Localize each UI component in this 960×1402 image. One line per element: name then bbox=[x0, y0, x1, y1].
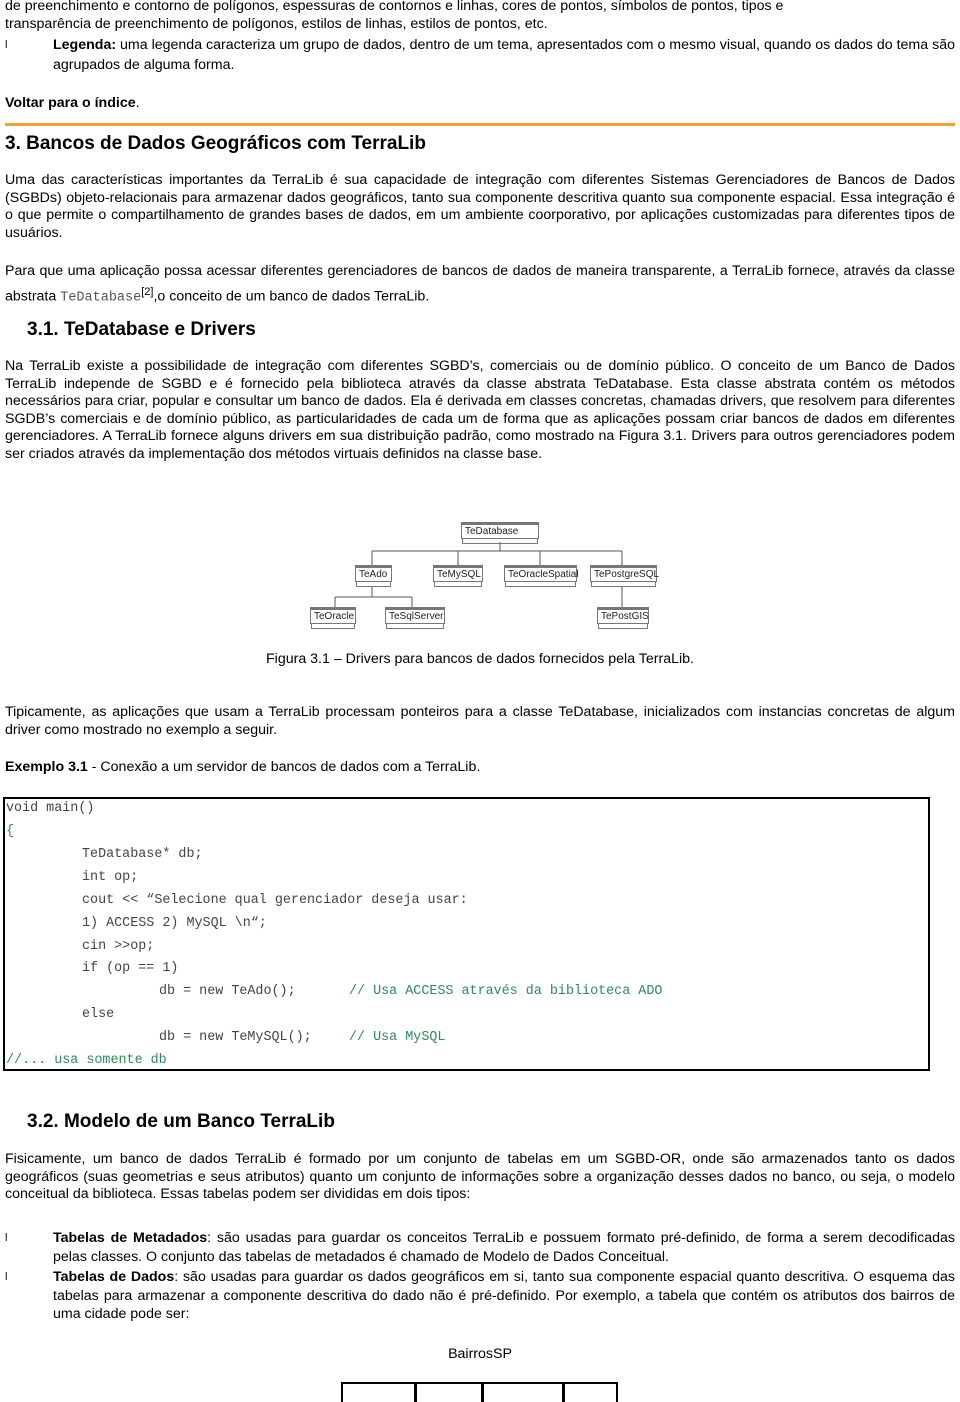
metadata-tables-term: Tabelas de Metadados bbox=[53, 1230, 208, 1246]
uml-class-teoracle: TeOracle bbox=[310, 607, 356, 624]
uml-class-teoraclespatial: TeOracleSpatial bbox=[504, 565, 577, 582]
section-3-title: 3. Bancos de Dados Geográficos com TerraLib bbox=[5, 133, 426, 154]
code-line-4: int op; bbox=[82, 870, 139, 885]
code-comment-11: // Usa MySQL bbox=[349, 1030, 446, 1045]
bullet-marker: l bbox=[5, 39, 8, 51]
bullet-metadata-tables: l Tabelas de Metadados: são usadas para guardar os conceitos TerraLib e possuem formato pré-definido, de forma a serem decodificadas pelas classes. O conjunto das tabelas de metadados é chamado de Modelo de Dados Conceitual. bbox=[5, 1230, 956, 1265]
code-line-10: else bbox=[82, 1007, 115, 1022]
bullet-data-tables: l Tabelas de Dados: são usadas para guardar os dados geográficos em si, tanto sua componente espacial quanto descritiva. O esquema das tabelas para armazenar a componente descritiva do dado não é pré-definido. Por exemplo, a tabela que contém os atributos dos bairros de uma cidade pode ser: bbox=[5, 1269, 955, 1322]
section-3-paragraph-2: Para que uma aplicação possa acessar diferentes gerenciadores de bancos de dados de maneira transparente, a TerraLib fornece, através da classe abstrata TeDatabase[2],o conceito de um banco de dados TerraLib. bbox=[5, 263, 955, 306]
after-figure-paragraph: Tipicamente, as aplicações que usam a TerraLib processam ponteiros para a classe TeDatabase, inicializados com instancias concretas de algum driver como mostrado no exemplo a seguir. bbox=[5, 704, 955, 738]
figure-caption: Figura 3.1 – Drivers para bancos de dados fornecidos pela TerraLib. bbox=[266, 651, 694, 667]
uml-class-teado: TeAdo bbox=[355, 565, 392, 582]
legend-text: uma legenda caracteriza um grupo de dados, dentro de um tema, apresentados com o mesmo visual, quando os dados do tema são agrupados de alguma forma. bbox=[53, 37, 955, 73]
code-line-1: void main() bbox=[6, 801, 95, 816]
section-3-2-paragraph: Fisicamente, um banco de dados TerraLib é formado por um conjunto de tabelas em um SGBD-OR, onde são armazenados tanto os dados geográficos (suas geometrias e seus atributos) quanto um conjunto de informações sobre a organização desses dados no banco, ou seja, o modelo conceitual da biblioteca. Essas tabelas podem ser divididas em dois tipos: bbox=[5, 1151, 955, 1203]
example-heading bbox=[5, 759, 480, 775]
tedatabase-code: TeDatabase bbox=[60, 290, 142, 306]
data-tables-term: Tabelas de Dados bbox=[53, 1269, 175, 1285]
legend-term: Legenda: bbox=[53, 37, 117, 53]
intro-line-2: transparência de preenchimento de polígonos, estilos de linhas, estilos de pontos, etc. bbox=[5, 16, 548, 32]
legend-bullet bbox=[5, 36, 955, 75]
table-header-cell-4 bbox=[562, 1382, 618, 1402]
data-tables-text: : são usadas para guardar os dados geográficos em si, tanto sua componente espacial quanto descritiva. O esquema das tabelas para armazenar a componente descritiva do dado não é pré-definido. Por exemplo, a tabela que contém os atributos dos bairros de uma cidade pode ser: bbox=[53, 1269, 955, 1322]
code-line-7: cin >>op; bbox=[82, 939, 155, 954]
uml-class-temysql: TeMySQL bbox=[433, 565, 483, 582]
section-3-1-paragraph: Na TerraLib existe a possibilidade de integração com diferentes SGBD’s, comerciais ou de domínio público. O conceito de um Banco de Dados TerraLib independe de SGBD e é fornecido pela biblioteca através da classe abstrata TeDatabase. Esta classe abstrata contém os métodos necessários para criar, popular e consultar um banco de dados. Ela é derivada em classes concretas, chamadas drivers, que resolvem para diferentes SGDB’s comerciais e de domínio público, as particularidades de cada um de forma que as aplicações possam criar bancos de dados em diferentes gerenciadores. A TerraLib fornece alguns drivers em sua distribuição padrão, como mostrado na Figura 3.1. Drivers para outros gerenciadores podem ser criados através da implementação dos métodos virtuais definidos na classe base. bbox=[5, 358, 955, 462]
example-text: - Conexão a um servidor de bancos de dados com a TerraLib. bbox=[87, 759, 481, 775]
reference-link[interactable]: [2] bbox=[141, 285, 154, 298]
back-to-index-link[interactable]: Voltar para o índice bbox=[5, 95, 136, 111]
uml-class-tepostgis: TePostGIS bbox=[597, 607, 649, 624]
code-line-3: TeDatabase* db; bbox=[82, 847, 203, 862]
code-line-2: { bbox=[6, 824, 15, 839]
back-link-line: Voltar para o índice. bbox=[5, 95, 140, 111]
section-3-1-title: 3.1. TeDatabase e Drivers bbox=[27, 319, 256, 340]
code-line-8: if (op == 1) bbox=[82, 961, 179, 976]
section-divider bbox=[5, 123, 955, 126]
uml-class-tesqlserver: TeSqlServer bbox=[385, 607, 445, 624]
example-label: Exemplo 3.1 bbox=[5, 759, 88, 775]
code-line-6: 1) ACCESS 2) MySQL \n“; bbox=[82, 916, 267, 931]
table-header-cell-1 bbox=[341, 1382, 417, 1402]
uml-class-tedatabase: TeDatabase bbox=[461, 522, 539, 539]
code-comment-9: // Usa ACCESS através da biblioteca ADO bbox=[349, 984, 663, 999]
code-listing bbox=[3, 797, 930, 1071]
code-line-11: db = new TeMySQL(); bbox=[159, 1030, 312, 1045]
table-title: BairrosSP bbox=[448, 1346, 512, 1362]
metadata-tables-text: : são usadas para guardar os conceitos TerraLib e possuem formato pré-definido, de forma a serem decodificadas pelas classes. O conjunto das tabelas de metadados é chamado de Modelo de Dados Conceitual. bbox=[53, 1230, 956, 1265]
code-line-9: db = new TeAdo(); bbox=[159, 984, 296, 999]
table-header-cell-2 bbox=[414, 1382, 484, 1402]
intro-line-1: de preenchimento e contorno de polígonos, espessuras de contornos e linhas, cores de pontos, símbolos de pontos, tipos e bbox=[5, 0, 784, 14]
uml-class-tepostgresql: TePostgreSQL bbox=[590, 565, 657, 582]
table-header-cell-3 bbox=[481, 1382, 565, 1402]
code-line-5: cout << “Selecione qual gerenciador deseja usar: bbox=[82, 893, 468, 908]
code-line-12: //... usa somente db bbox=[6, 1053, 167, 1068]
section-3-2-title: 3.2. Modelo de um Banco TerraLib bbox=[27, 1111, 335, 1132]
section-3-paragraph-1: Uma das características importantes da TerraLib é sua capacidade de integração com diferentes Sistemas Gerenciadores de Bancos de Dados (SGBDs) objeto-relacionais para armazenar dados geográficos, tanto sua componente descritiva quanto sua componente espacial. Essa integração é o que permite o compartilhamento de grandes bases de dados, em um ambiente coorporativo, por aplicações customizadas para diferentes tipos de usuários. bbox=[5, 172, 955, 241]
